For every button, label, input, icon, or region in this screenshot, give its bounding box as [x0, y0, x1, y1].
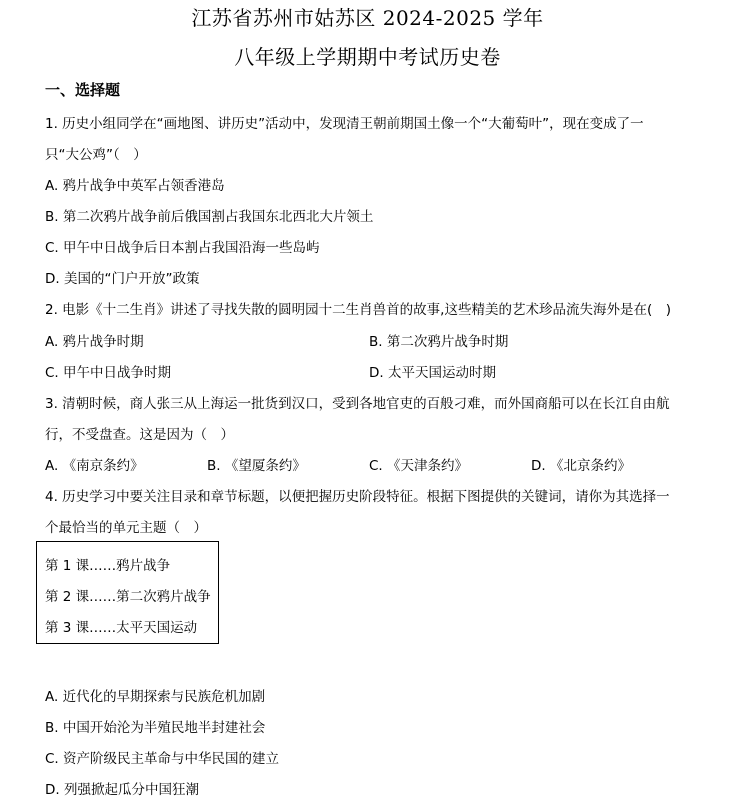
- q1-option-d: D. 美国的“门户开放”政策: [45, 271, 200, 287]
- q3-option-d: D. 《北京条约》: [531, 458, 631, 474]
- q2-stem: 2. 电影《十二生肖》讲述了寻找失散的圆明园十二生肖兽首的故事,这些精美的艺术珍品流失海外是在( ): [45, 302, 671, 318]
- q4-keyword-box: [36, 541, 219, 644]
- q2-option-b: B. 第二次鸦片战争时期: [369, 334, 509, 350]
- q2-option-a: A. 鸦片战争时期: [45, 334, 144, 350]
- exam-title-line2: 八年级上学期期中考试历史卷: [234, 45, 501, 69]
- q4-stem-line2: 个最恰当的单元主题（ ）: [45, 520, 207, 536]
- q1-stem-line1: 1. 历史小组同学在“画地图、讲历史”活动中，发现清王朝前期国土像一个“大葡萄叶”，现在变成了一: [45, 116, 644, 132]
- q3-option-b: B. 《望厦条约》: [207, 458, 306, 474]
- q3-option-a: A. 《南京条约》: [45, 458, 144, 474]
- section-heading: 一、选择题: [45, 81, 121, 99]
- q4-option-d: D. 列强掀起瓜分中国狂潮: [45, 782, 199, 798]
- q4-option-c: C. 资产阶级民主革命与中华民国的建立: [45, 751, 280, 767]
- q3-stem-line2: 行，不受盘查。这是因为（ ）: [45, 427, 234, 443]
- q3-option-c: C. 《天津条约》: [369, 458, 469, 474]
- q2-option-d: D. 太平天国运动时期: [369, 365, 496, 381]
- q4-option-b: B. 中国开始沦为半殖民地半封建社会: [45, 720, 266, 736]
- q4-box-row-2: 第 2 课……第二次鸦片战争: [45, 589, 211, 605]
- q3-stem-line1: 3. 清朝时候，商人张三从上海运一批货到汉口，受到各地官吏的百般刁难，而外国商船可以在长江自由航: [45, 396, 670, 412]
- q4-box-row-1: 第 1 课……鸦片战争: [45, 558, 171, 574]
- q1-option-c: C. 甲午中日战争后日本割占我国沿海一些岛屿: [45, 240, 320, 256]
- q4-stem-line1: 4. 历史学习中要关注目录和章节标题，以便把握历史阶段特征。根据下图提供的关键词，请你为其选择一: [45, 489, 670, 505]
- exam-title-line1: 江苏省苏州市姑苏区 2024-2025 学年: [191, 6, 544, 30]
- q2-option-c: C. 甲午中日战争时期: [45, 365, 172, 381]
- q1-option-a: A. 鸦片战争中英军占领香港岛: [45, 178, 225, 194]
- q1-option-b: B. 第二次鸦片战争前后俄国割占我国东北西北大片领土: [45, 209, 374, 225]
- q4-box-row-3: 第 3 课……太平天国运动: [45, 620, 198, 636]
- q4-option-a: A. 近代化的早期探索与民族危机加剧: [45, 689, 266, 705]
- q1-stem-line2: 只“大公鸡”（ ）: [45, 147, 147, 163]
